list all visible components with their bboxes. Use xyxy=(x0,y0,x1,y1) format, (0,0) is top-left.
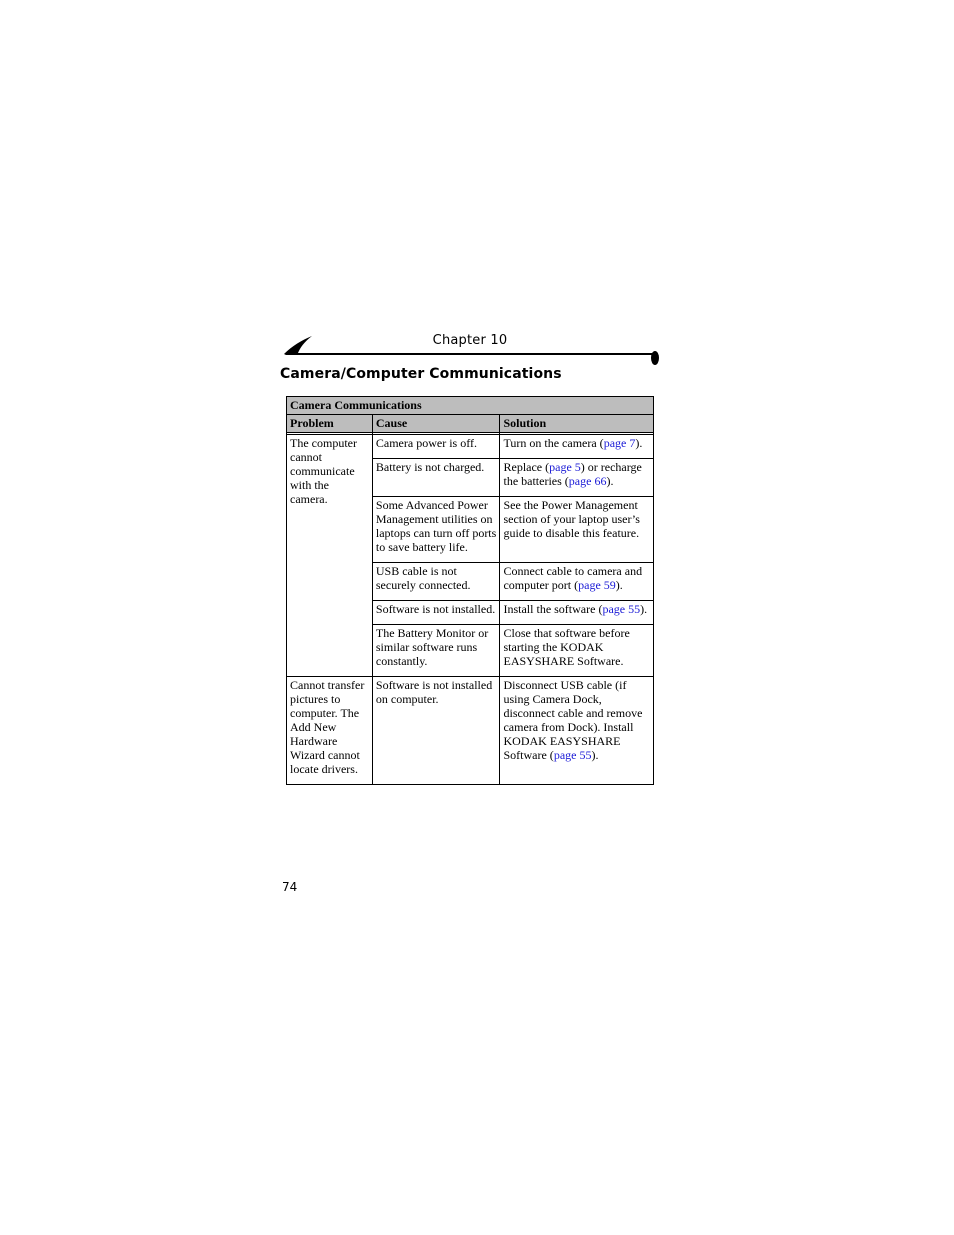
cause-cell: USB cable is not securely connected. xyxy=(372,563,500,601)
column-header-problem: Problem xyxy=(287,415,373,433)
solution-text: See the Power Management section of your laptop user’s guide to disable this feature. xyxy=(503,498,640,540)
problem-cell: The computer cannot communicate with the camera. xyxy=(287,435,373,677)
column-header-solution: Solution xyxy=(500,415,654,433)
page-link[interactable]: page 55 xyxy=(602,602,641,616)
cause-cell: Software is not installed. xyxy=(372,601,500,625)
camera-communications-table xyxy=(286,396,654,785)
solution-text: ). xyxy=(606,474,614,488)
page-link[interactable]: page 7 xyxy=(603,436,636,450)
solution-cell xyxy=(500,563,654,601)
table-caption-row xyxy=(287,397,654,415)
column-header-cause: Cause xyxy=(372,415,500,433)
page-link[interactable]: page 5 xyxy=(549,460,581,474)
solution-text: ). xyxy=(640,602,648,616)
solution-text: ). xyxy=(591,748,599,762)
problem-cell: Cannot transfer pictures to computer. The Add New Hardware Wizard cannot locate drivers. xyxy=(287,677,373,785)
solution-text: Close that software before starting the KODAK EASYSHARE Software. xyxy=(503,626,630,668)
solution-cell xyxy=(500,435,654,459)
page-link[interactable]: page 66 xyxy=(568,474,607,488)
table-row xyxy=(287,677,654,785)
table-caption: Camera Communications xyxy=(287,397,654,415)
solution-cell xyxy=(500,497,654,563)
solution-text: Connect cable to camera and computer port ( xyxy=(503,564,643,592)
cause-cell: Camera power is off. xyxy=(372,435,500,459)
page-link[interactable]: page 59 xyxy=(578,578,616,592)
cause-cell: Software is not installed on computer. xyxy=(372,677,500,785)
cause-cell: Some Advanced Power Management utilities on laptops can turn off ports to save battery life. xyxy=(372,497,500,563)
solution-cell xyxy=(500,677,654,785)
solution-text: ). xyxy=(635,436,643,450)
table-row xyxy=(287,435,654,459)
page-number: 74 xyxy=(282,880,298,894)
solution-text: Install the software ( xyxy=(503,602,603,616)
solution-text: Replace ( xyxy=(503,460,550,474)
chapter-label: Chapter 10 xyxy=(432,333,508,348)
cause-cell: Battery is not charged. xyxy=(372,459,500,497)
cause-cell: The Battery Monitor or similar software runs constantly. xyxy=(372,625,500,677)
solution-text: ). xyxy=(615,578,623,592)
solution-text: Turn on the camera ( xyxy=(503,436,604,450)
solution-cell xyxy=(500,625,654,677)
solution-text: ) or recharge the batteries ( xyxy=(503,460,642,488)
section-title: Camera/Computer Communications xyxy=(280,366,562,382)
table-header-row xyxy=(287,415,654,433)
solution-text: Disconnect USB cable (if using Camera Dock, disconnect cable and remove camera from Dock). Install KODAK EASYSHARE Software ( xyxy=(503,678,643,762)
solution-cell xyxy=(500,459,654,497)
page-link[interactable]: page 55 xyxy=(553,748,592,762)
solution-cell xyxy=(500,601,654,625)
